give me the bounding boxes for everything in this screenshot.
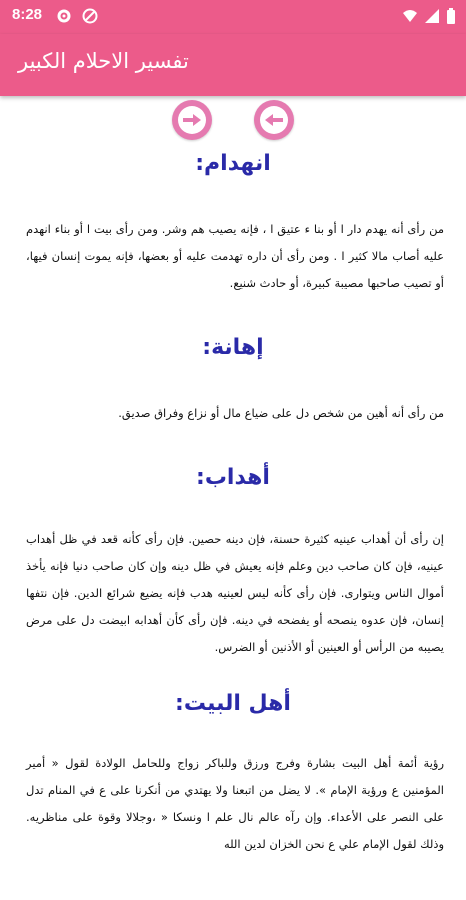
next-button[interactable] xyxy=(172,100,212,140)
no-disturb-icon xyxy=(82,8,98,24)
section-text: من رأى أنه يهدم دار ا أو بنا ء عتيق ا ، فإنه يصيب هم وشر. ومن رأى بيت ا أو بناء انهدم عليه أصاب مالا كثير ا . ومن رأى أن داره تهدمت عليه أو بعضها، فإنه يموت إنسان فيها، أو تصيب صاحبها مصيبة كبيرة، أو حادث شنيع. xyxy=(26,222,444,290)
app-title: تفسير الاحلام الكبير xyxy=(18,49,189,73)
gear-icon xyxy=(56,8,72,24)
battery-icon xyxy=(446,8,456,24)
app-bar xyxy=(0,34,466,96)
signal-icon xyxy=(424,8,440,24)
section-text: رؤية أئمة أهل البيت بشارة وفرج ورزق وللباكر زواج وللحامل الولادة لقول « أمير المؤمنين ع ورؤية الإمام ». لا يضل من اتبعنا ولا يهتدي من أنكرنا على ع في المنام تدل على النصر على الأعداء. وإن رآه عالم نال علم ا ونسكا « ،وجلالا وقوة على مناظريه. وذلك لقول الإمام علي ع نحن الخزان لدين الله xyxy=(26,756,444,851)
arrow-right-icon xyxy=(178,106,206,134)
section-text: إن رأى أن أهداب عينيه كثيرة حسنة، فإن دينه حصين. فإن رأى كأنه قعد في ظل أهداب عينيه، فإن كان صاحب دين وعلم فإنه يعيش في ظل دينه وإن كان صاحب دنيا فإنه يأخذ أموال الناس ويتوارى. فإن رأى كأنه ليس لعينيه هدب فإنه يضيع شرائع الدين. فإن نتفها إنسان، فإن عدوه ينصحه أو يفضحه في دينه. فإن رأى كأن أهدابه ابيضت دل على مرض يصيبه من الرأس أو العينين أو الأذنين أو الضرس. xyxy=(26,532,444,654)
section-heading: أهل البيت: xyxy=(175,691,291,716)
section-heading: أهداب: xyxy=(196,465,270,490)
status-time: 8:28 xyxy=(12,6,43,23)
section-heading: إهانة: xyxy=(202,335,264,360)
article-content xyxy=(0,145,466,858)
status-bar xyxy=(0,0,466,34)
wifi-icon xyxy=(402,8,418,24)
section-text: من رأى أنه أهين من شخص دل على ضياع مال أو نزاع وفراق صديق. xyxy=(118,406,444,420)
arrow-left-icon xyxy=(260,106,288,134)
section-heading: انهدام: xyxy=(195,151,271,176)
previous-button[interactable] xyxy=(254,100,294,140)
